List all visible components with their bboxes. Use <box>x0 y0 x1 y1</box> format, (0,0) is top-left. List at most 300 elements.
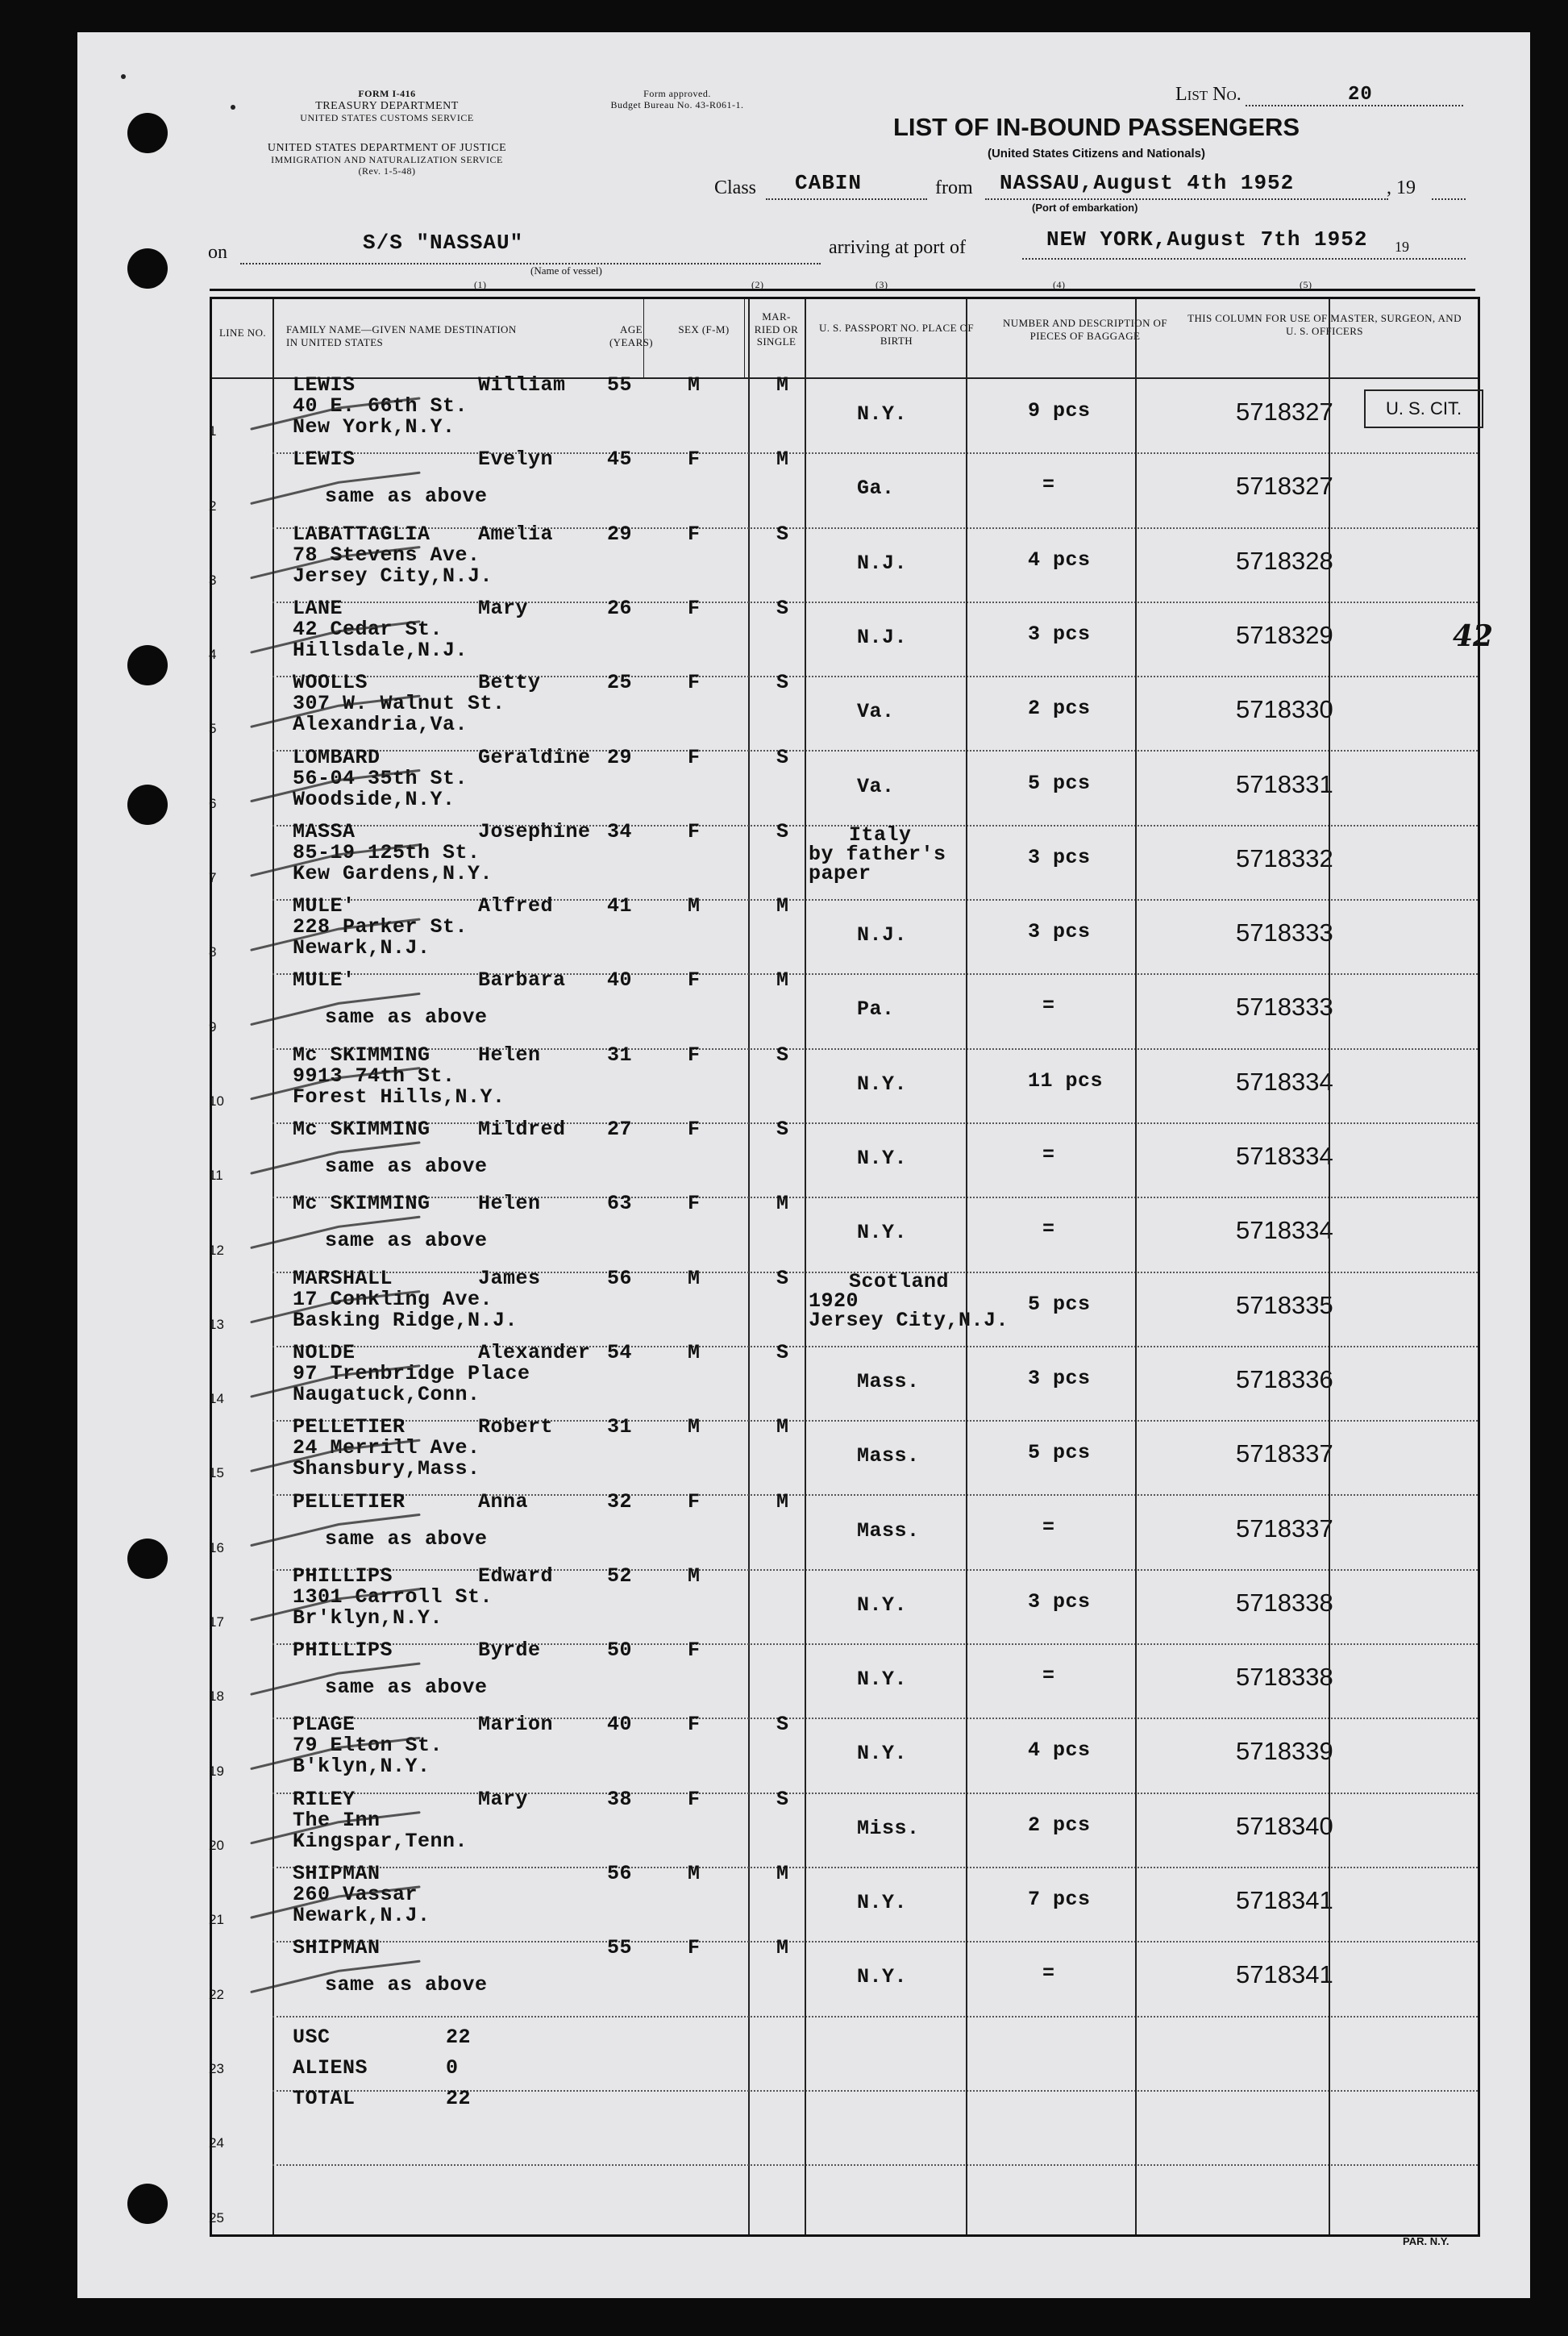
marital-status: M <box>776 1415 789 1439</box>
address-line-1: 9913 74th St. <box>293 1064 455 1088</box>
pencil-check-mark <box>252 696 419 727</box>
total-value: 22 <box>446 2086 472 2110</box>
marital-status: S <box>776 1043 789 1067</box>
family-name: LEWIS <box>293 373 356 397</box>
sex: F <box>688 671 701 695</box>
pencil-check-mark <box>252 1292 419 1322</box>
pencil-check-mark <box>252 473 419 503</box>
family-name: PHILLIPS <box>293 1639 393 1663</box>
line-number: 11 <box>209 1168 223 1184</box>
certificate-number: 5718327 <box>1236 398 1333 426</box>
address-line-1: same as above <box>325 485 488 509</box>
marital-status: M <box>776 1489 789 1514</box>
line-number: 19 <box>209 1763 224 1779</box>
address-line-1: 97 Trenbridge Place <box>293 1361 530 1385</box>
total-label: TOTAL <box>293 2086 356 2110</box>
address-line-2: Jersey City,N.J. <box>293 564 493 588</box>
family-name: Mc SKIMMING <box>293 1043 430 1067</box>
family-name: MARSHALL <box>293 1266 393 1290</box>
family-name: WOOLLS <box>293 671 368 695</box>
given-name: Mary <box>478 596 529 620</box>
birthplace-line-2: by father's <box>809 842 946 866</box>
birthplace: Pa. <box>857 997 895 1022</box>
given-name: James <box>478 1266 541 1290</box>
line-number: 20 <box>209 1837 224 1853</box>
given-name: Anna <box>478 1489 529 1514</box>
birthplace: Scotland <box>849 1269 950 1293</box>
sex: F <box>688 1787 701 1811</box>
baggage: = <box>1042 1962 1055 1986</box>
col-number-2: (2) <box>751 279 764 290</box>
sex: F <box>688 1118 701 1141</box>
pencil-check-mark <box>252 1068 419 1099</box>
baggage: 5 pcs <box>1028 771 1091 795</box>
age: 31 <box>607 1415 633 1439</box>
family-name: LANE <box>293 596 343 620</box>
line-number: 13 <box>209 1316 224 1332</box>
line-number: 5 <box>209 721 217 737</box>
baggage: = <box>1042 1218 1055 1242</box>
pencil-check-mark <box>252 1515 419 1546</box>
given-name: Amelia <box>478 522 554 546</box>
marital-status: S <box>776 596 789 620</box>
birthplace: N.Y. <box>857 1147 908 1170</box>
certificate-number: 5718338 <box>1236 1588 1333 1617</box>
given-name: Alfred <box>478 894 554 918</box>
given-name: Geraldine <box>478 745 591 769</box>
given-name: Mary <box>478 1787 529 1811</box>
birthplace: N.Y. <box>857 1891 908 1914</box>
address-line-2: Kew Gardens,N.Y. <box>293 861 493 885</box>
line-number: 9 <box>209 1018 217 1035</box>
address-line-1: 42 Cedar St. <box>293 617 443 641</box>
line-number: 15 <box>209 1465 224 1481</box>
certificate-number: 5718333 <box>1236 993 1333 1022</box>
line-number: 7 <box>209 870 217 886</box>
page-subtitle: (United States Citizens and Nationals) <box>987 147 1206 160</box>
address-line-1: 79 Elton St. <box>293 1734 443 1758</box>
sex: F <box>688 745 701 769</box>
pencil-check-mark <box>252 993 419 1024</box>
marital-status: S <box>776 819 789 843</box>
pencil-check-mark <box>252 1143 419 1173</box>
header-baggage: NUMBER AND DESCRIPTION OF PIECES OF BAGGAGE <box>1003 317 1167 342</box>
certificate-number: 5718329 <box>1236 620 1333 649</box>
sex: M <box>688 1340 701 1364</box>
address-line-1: same as above <box>325 1155 488 1178</box>
family-name: LABATTAGLIA <box>293 522 430 546</box>
year-label: , 19 <box>1387 177 1416 198</box>
certificate-number: 5718337 <box>1236 1439 1333 1468</box>
total-label: ALIENS <box>293 2055 368 2080</box>
family-name: PHILLIPS <box>293 1564 393 1588</box>
sex: F <box>688 596 701 620</box>
line-number: 14 <box>209 1391 224 1407</box>
given-name: William <box>478 373 566 397</box>
marital-status: S <box>776 745 789 769</box>
sex: F <box>688 448 701 472</box>
age: 63 <box>607 1192 633 1216</box>
given-name: Betty <box>478 671 541 695</box>
address-line-2: Naugatuck,Conn. <box>293 1382 480 1406</box>
sex: F <box>688 1192 701 1216</box>
address-line-1: 1301 Carroll St. <box>293 1584 493 1609</box>
family-name: LOMBARD <box>293 745 381 769</box>
certificate-number: 5718330 <box>1236 695 1333 724</box>
certificate-number: 5718334 <box>1236 1216 1333 1245</box>
on-label: on <box>208 242 227 263</box>
marital-status: M <box>776 373 789 397</box>
baggage: 2 pcs <box>1028 1813 1091 1837</box>
baggage: = <box>1042 1143 1055 1167</box>
address-line-1: 40 E. 66th St. <box>293 394 468 418</box>
form-number: FORM I-416 <box>358 88 416 99</box>
certificate-number: 5718333 <box>1236 918 1333 947</box>
marital-status: S <box>776 1118 789 1141</box>
line-number: 12 <box>209 1242 224 1258</box>
address-line-1: 17 Conkling Ave. <box>293 1287 493 1311</box>
baggage: = <box>1042 1664 1055 1688</box>
birthplace: Va. <box>857 700 895 724</box>
marital-status: S <box>776 671 789 695</box>
given-name: Helen <box>478 1043 541 1067</box>
birthplace: N.Y. <box>857 402 908 426</box>
family-name: NOLDE <box>293 1340 356 1364</box>
birthplace: Mass. <box>857 1369 920 1393</box>
line-number: 4 <box>209 647 217 663</box>
given-name: Byrde <box>478 1639 541 1663</box>
pencil-check-mark <box>252 919 419 950</box>
address-line-1: 260 Vassar <box>293 1883 418 1906</box>
certificate-number: 5718340 <box>1236 1811 1333 1840</box>
birthplace: Va. <box>857 774 895 798</box>
line-number: 22 <box>209 1986 224 2002</box>
baggage: 3 pcs <box>1028 622 1091 646</box>
vessel-caption: (Name of vessel) <box>530 264 602 277</box>
line-number: 17 <box>209 1614 224 1630</box>
sex: F <box>688 1639 701 1663</box>
marital-status: S <box>776 522 789 546</box>
sex: F <box>688 1489 701 1514</box>
budget-bureau: Budget Bureau No. 43-R061-1. <box>610 98 744 110</box>
address-line-2: Basking Ridge,N.J. <box>293 1308 518 1332</box>
pencil-check-mark <box>252 1813 419 1843</box>
sex: F <box>688 1936 701 1960</box>
birthplace: Miss. <box>857 1816 920 1840</box>
baggage: = <box>1042 994 1055 1018</box>
address-line-2: B'klyn,N.Y. <box>293 1755 430 1779</box>
baggage: 4 pcs <box>1028 548 1091 572</box>
family-name: LEWIS <box>293 448 356 472</box>
sex: F <box>688 522 701 546</box>
treasury-department: TREASURY DEPARTMENT <box>315 99 459 112</box>
col-number-1: (1) <box>474 279 487 290</box>
address-line-1: 307 W. Walnut St. <box>293 692 505 716</box>
line-number: 2 <box>209 498 217 514</box>
arrival-port: NEW YORK,August 7th 1952 <box>1046 227 1368 252</box>
baggage: = <box>1042 1515 1055 1539</box>
justice-department: UNITED STATES DEPARTMENT OF JUSTICE <box>267 142 507 154</box>
age: 29 <box>607 745 633 769</box>
class-value: CABIN <box>795 171 863 195</box>
baggage: 3 pcs <box>1028 1366 1091 1390</box>
given-name: Marion <box>478 1713 554 1737</box>
header-name-destination: FAMILY NAME—GIVEN NAME DESTINATION IN UNITED STATES <box>286 323 517 348</box>
line-number: 18 <box>209 1688 224 1705</box>
birthplace: Italy <box>849 822 912 847</box>
sex: M <box>688 1266 701 1290</box>
birthplace-line-3: paper <box>809 861 871 885</box>
age: 25 <box>607 671 633 695</box>
age: 52 <box>607 1564 633 1588</box>
printer-mark: PAR. N.Y. <box>1403 2235 1449 2247</box>
header-passport-birthplace: U. S. PASSPORT NO. PLACE OF BIRTH <box>818 322 975 347</box>
address-line-2: Kingspar,Tenn. <box>293 1829 468 1853</box>
family-name: PELLETIER <box>293 1415 406 1439</box>
age: 41 <box>607 894 633 918</box>
baggage: 9 pcs <box>1028 399 1091 423</box>
certificate-number: 5718341 <box>1236 1886 1333 1914</box>
certificate-number: 5718335 <box>1236 1290 1333 1319</box>
arrival-year-suffix: 19 <box>1395 239 1409 255</box>
header-officer-use: THIS COLUMN FOR USE OF MASTER, SURGEON, AND U. S. OFFICERS <box>1187 312 1462 337</box>
pencil-check-mark <box>252 845 419 876</box>
certificate-number: 5718341 <box>1236 1960 1333 1989</box>
birthplace: N.Y. <box>857 1965 908 1989</box>
header-line-no: LINE NO. <box>218 327 267 339</box>
age: 27 <box>607 1118 633 1141</box>
age: 55 <box>607 1936 633 1960</box>
line-number: 1 <box>209 423 217 439</box>
sex: M <box>688 373 701 397</box>
certificate-number: 5718334 <box>1236 1067 1333 1096</box>
address-line-1: 78 Stevens Ave. <box>293 543 480 567</box>
address-line-2: Alexandria,Va. <box>293 713 468 737</box>
line-number: 24 <box>209 2135 224 2151</box>
birthplace: N.J. <box>857 625 908 649</box>
address-line-1: same as above <box>325 1229 488 1253</box>
address-line-1: same as above <box>325 1973 488 1997</box>
total-value: 22 <box>446 2025 472 2049</box>
pencil-check-mark <box>252 1440 419 1471</box>
family-name: MULE' <box>293 894 356 918</box>
family-name: PELLETIER <box>293 1489 406 1514</box>
pencil-check-mark <box>252 1664 419 1694</box>
birthplace: N.Y. <box>857 1221 908 1245</box>
col-number-4: (4) <box>1053 279 1066 290</box>
line-number: 21 <box>209 1912 224 1928</box>
form-revision: (Rev. 1-5-48) <box>358 164 416 177</box>
given-name: Robert <box>478 1415 554 1439</box>
birthplace: Mass. <box>857 1518 920 1543</box>
family-name: PLAGE <box>293 1713 356 1737</box>
address-line-2: Woodside,N.Y. <box>293 787 455 811</box>
certificate-number: 5718336 <box>1236 1364 1333 1393</box>
baggage: 11 pcs <box>1028 1068 1104 1093</box>
customs-service: UNITED STATES CUSTOMS SERVICE <box>300 111 474 123</box>
address-line-2: Newark,N.J. <box>293 936 430 960</box>
address-line-1: 85-19 125th St. <box>293 840 480 864</box>
pencil-check-mark <box>252 1961 419 1992</box>
certificate-number: 5718339 <box>1236 1737 1333 1766</box>
birthplace: N.Y. <box>857 1072 908 1096</box>
address-line-1: same as above <box>325 1526 488 1551</box>
birthplace: N.J. <box>857 923 908 947</box>
birthplace: N.Y. <box>857 1742 908 1766</box>
address-line-1: same as above <box>325 1676 488 1700</box>
address-line-1: 56-04 35th St. <box>293 766 468 790</box>
sex: F <box>688 1043 701 1067</box>
marital-status: M <box>776 1936 789 1960</box>
sex: F <box>688 1713 701 1737</box>
given-name: Mildred <box>478 1118 566 1141</box>
form-approved: Form approved. <box>643 88 711 99</box>
age: 40 <box>607 1713 633 1737</box>
baggage: = <box>1042 473 1055 498</box>
line-number: 8 <box>209 944 217 960</box>
birthplace: Ga. <box>857 477 895 501</box>
sex: F <box>688 968 701 993</box>
address-line-1: The Inn <box>293 1808 381 1832</box>
port-of-embarkation: NASSAU,August 4th 1952 <box>1000 171 1295 195</box>
certificate-number: 5718337 <box>1236 1514 1333 1543</box>
marital-status: M <box>776 448 789 472</box>
page-title: LIST OF IN-BOUND PASSENGERS <box>892 113 1300 141</box>
given-name: Helen <box>478 1192 541 1216</box>
baggage: 3 pcs <box>1028 920 1091 944</box>
header-married: MAR-RIED OR SINGLE <box>754 310 799 348</box>
sex: M <box>688 1862 701 1885</box>
line-number: 3 <box>209 572 217 588</box>
baggage: 5 pcs <box>1028 1292 1091 1316</box>
age: 50 <box>607 1639 633 1663</box>
line-number: 16 <box>209 1539 224 1555</box>
age: 29 <box>607 522 633 546</box>
pencil-check-mark <box>252 1366 419 1397</box>
address-line-1: same as above <box>325 1006 488 1030</box>
pencil-check-mark <box>252 548 419 578</box>
marital-status: S <box>776 1266 789 1290</box>
certificate-number: 5718328 <box>1236 546 1333 575</box>
pencil-check-mark <box>252 1738 419 1768</box>
certificate-number: 5718334 <box>1236 1142 1333 1170</box>
age: 26 <box>607 596 633 620</box>
certificate-number: 5718331 <box>1236 769 1333 798</box>
arriving-label: arriving at port of <box>829 237 966 258</box>
list-no-value: 20 <box>1348 84 1373 106</box>
pencil-check-mark <box>252 622 419 652</box>
pencil-check-mark <box>252 771 419 802</box>
age: 54 <box>607 1340 633 1364</box>
sex: M <box>688 1415 701 1439</box>
family-name: Mc SKIMMING <box>293 1118 430 1141</box>
immigration-service: IMMIGRATION AND NATURALIZATION SERVICE <box>271 154 503 166</box>
address-line-2: Shansbury,Mass. <box>293 1457 480 1481</box>
pencil-check-mark <box>252 1589 419 1620</box>
marital-status: S <box>776 1713 789 1737</box>
marital-status: S <box>776 1787 789 1811</box>
total-label: USC <box>293 2025 331 2049</box>
birthplace: N.J. <box>857 551 908 575</box>
list-no-label: List No. <box>1175 84 1242 105</box>
line-number: 25 <box>209 2209 224 2226</box>
marital-status: M <box>776 1862 789 1885</box>
age: 32 <box>607 1489 633 1514</box>
birthplace-line-2: 1920 <box>809 1289 859 1313</box>
age: 40 <box>607 968 633 993</box>
baggage: 3 pcs <box>1028 1589 1091 1614</box>
from-label: from <box>935 177 973 198</box>
certificate-number: 5718327 <box>1236 472 1333 501</box>
family-name: RILEY <box>293 1787 356 1811</box>
family-name: SHIPMAN <box>293 1862 381 1885</box>
family-name: Mc SKIMMING <box>293 1192 430 1216</box>
age: 34 <box>607 819 633 843</box>
col-number-5: (5) <box>1300 279 1312 290</box>
family-name: MULE' <box>293 968 356 993</box>
vessel-name: S/S "NASSAU" <box>363 231 524 255</box>
baggage: 4 pcs <box>1028 1738 1091 1763</box>
birthplace-line-3: Jersey City,N.J. <box>809 1308 1009 1332</box>
address-line-2: Newark,N.J. <box>293 1904 430 1927</box>
baggage: 5 pcs <box>1028 1441 1091 1465</box>
marital-status: S <box>776 1340 789 1364</box>
age: 45 <box>607 448 633 472</box>
sex: M <box>688 1564 701 1588</box>
age: 56 <box>607 1266 633 1290</box>
marital-status: M <box>776 894 789 918</box>
family-name: SHIPMAN <box>293 1936 381 1960</box>
line-number: 23 <box>209 2060 224 2076</box>
pencil-check-mark <box>252 1217 419 1247</box>
given-name: Alexander <box>478 1340 591 1364</box>
address-line-1: 24 Merrill Ave. <box>293 1436 480 1460</box>
given-name: Barbara <box>478 968 566 993</box>
class-label: Class <box>714 177 757 198</box>
address-line-1: 228 Parker St. <box>293 915 468 939</box>
pencil-check-mark <box>252 398 419 429</box>
total-value: 0 <box>446 2055 459 2080</box>
baggage: 7 pcs <box>1028 1888 1091 1911</box>
pencil-check-mark <box>252 1887 419 1918</box>
us-citizen-stamp: U. S. CIT. <box>1364 389 1483 428</box>
port-embarkation-caption: (Port of embarkation) <box>1032 202 1138 214</box>
age: 56 <box>607 1862 633 1885</box>
birthplace: N.Y. <box>857 1668 908 1692</box>
age: 38 <box>607 1787 633 1811</box>
sex: M <box>688 894 701 918</box>
family-name: MASSA <box>293 819 356 843</box>
col-number-3: (3) <box>876 279 888 290</box>
address-line-2: New York,N.Y. <box>293 415 455 439</box>
baggage: 3 pcs <box>1028 845 1091 869</box>
header-sex: SEX (F-M) <box>678 323 730 335</box>
given-name: Josephine <box>478 819 591 843</box>
address-line-2: Hillsdale,N.J. <box>293 638 468 662</box>
baggage: 2 pcs <box>1028 697 1091 721</box>
age: 55 <box>607 373 633 397</box>
address-line-2: Br'klyn,N.Y. <box>293 1605 443 1630</box>
marital-status: M <box>776 1192 789 1216</box>
marital-status: M <box>776 968 789 993</box>
certificate-number: 5718338 <box>1236 1663 1333 1692</box>
birthplace: N.Y. <box>857 1593 908 1617</box>
header-age: AGE (YEARS) <box>609 323 654 348</box>
line-number: 10 <box>209 1093 224 1109</box>
margin-note: 42 <box>1453 619 1494 653</box>
given-name: Edward <box>478 1564 554 1588</box>
birthplace: Mass. <box>857 1444 920 1468</box>
